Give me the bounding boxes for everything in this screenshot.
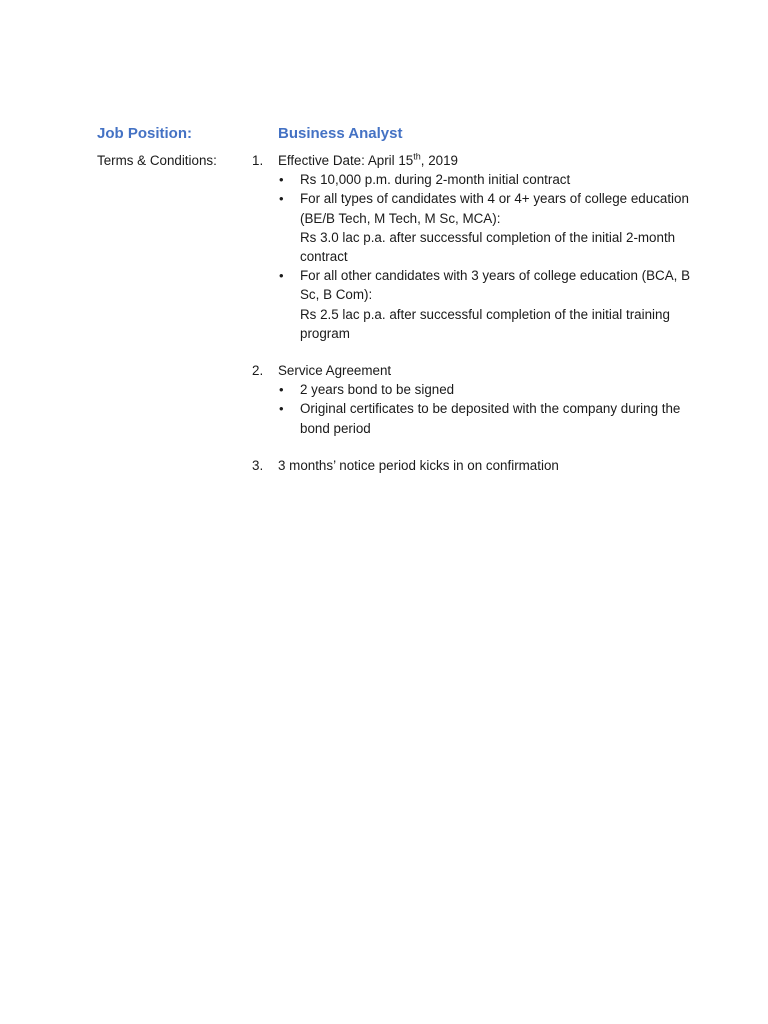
bullet-icon: • — [279, 191, 284, 207]
bullet-item — [278, 399, 702, 437]
job-position-value: Business Analyst — [278, 125, 403, 142]
bullet-icon: • — [279, 401, 284, 417]
bullet-subtext: Rs 2.5 lac p.a. after successful completion of the initial training program — [300, 306, 670, 341]
term-bullets — [278, 170, 702, 343]
term-number: 1. — [252, 153, 264, 168]
term-item-1 — [252, 151, 702, 343]
term-title: Service Agreement — [278, 363, 392, 379]
job-position-label: Job Position: — [97, 125, 192, 142]
terms-list — [252, 151, 702, 475]
bullet-icon: • — [279, 172, 284, 188]
bullet-item — [278, 170, 702, 189]
bullet-text: Original certificates to be deposited with the company during the bond period — [300, 401, 681, 436]
terms-conditions-label: Terms & Conditions: — [97, 153, 217, 168]
term-item-2 — [252, 361, 702, 438]
term-title: 3 months’ notice period kicks in on confirmation — [278, 457, 559, 473]
term-bullets — [278, 380, 702, 438]
bullet-text: Rs 10,000 p.m. during 2-month initial contract — [300, 172, 571, 188]
bullet-icon: • — [279, 268, 284, 284]
bullet-subtext: Rs 3.0 lac p.a. after successful completion of the initial 2-month contract — [300, 229, 676, 265]
bullet-item — [278, 266, 702, 343]
job-position-row — [97, 124, 697, 144]
bullet-text: 2 years bond to be signed — [300, 382, 455, 398]
term-title-text: Effective Date: April 15 — [278, 153, 414, 168]
term-title-superscript: th — [413, 151, 421, 162]
term-title — [278, 151, 702, 170]
bullet-text: For all types of candidates with 4 or 4+ years of college education (BE/B Tech, M Tech, M Sc, MCA): — [300, 191, 689, 226]
term-title-year: , 2019 — [420, 153, 458, 168]
term-item-3 — [252, 456, 702, 475]
bullet-icon: • — [279, 382, 284, 398]
bullet-text: For all other candidates with 3 years of college education (BCA, B Sc, B Com): — [300, 268, 691, 303]
term-number: 2. — [252, 363, 264, 379]
bullet-item — [278, 189, 702, 266]
term-number: 3. — [252, 457, 264, 473]
bullet-item — [278, 380, 702, 399]
